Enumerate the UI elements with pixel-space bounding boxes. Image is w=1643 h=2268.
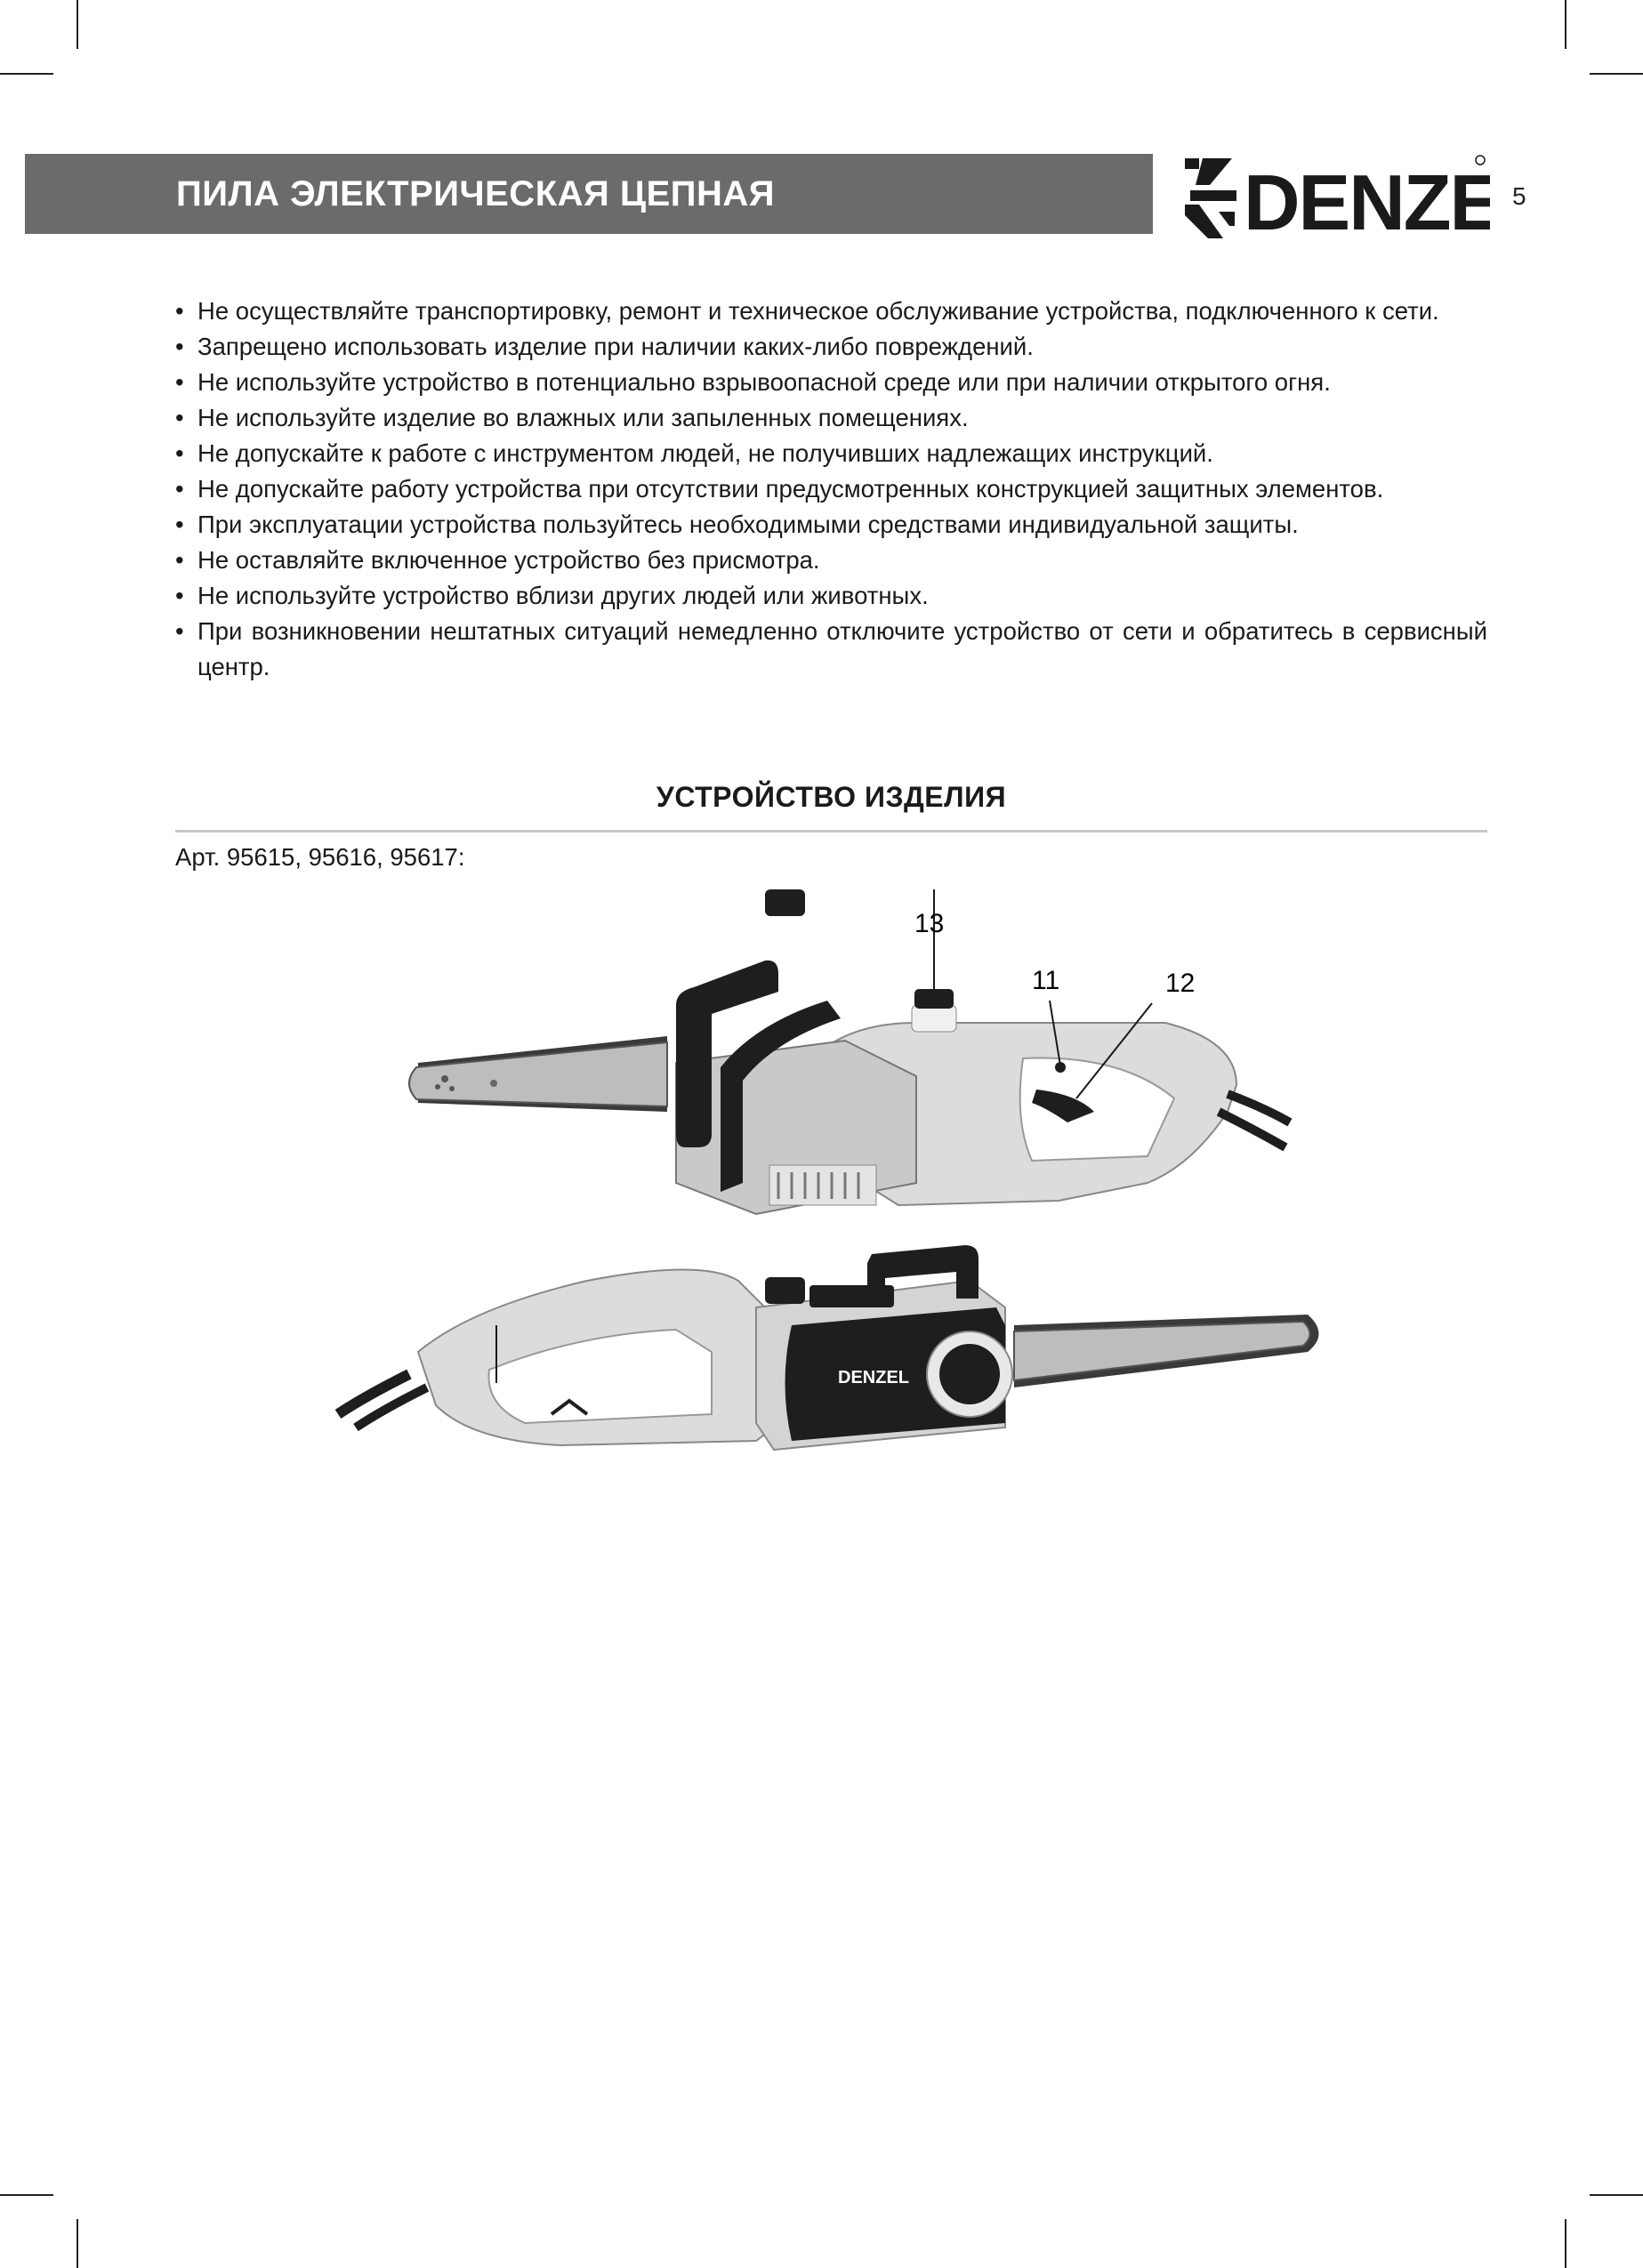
callout-11: 11 xyxy=(1032,966,1060,995)
list-item: • Не допускайте работу устройства при отсутствии предусмотренных конструкцией защитных элементов. xyxy=(175,471,1487,507)
header-bar xyxy=(25,154,1153,234)
list-item: • Не допускайте к работе с инструментом людей, не получивших надлежащих инструкций. xyxy=(175,436,1487,471)
section-divider xyxy=(175,830,1487,832)
list-item: • Не оставляйте включенное устройство без присмотра. xyxy=(175,543,1487,578)
brand-text: DENZE xyxy=(1244,158,1490,246)
callout-12: 12 xyxy=(1165,969,1196,998)
article-numbers: Арт. 95615, 95616, 95617: xyxy=(175,843,465,871)
list-item: • При возникновении нештатных ситуаций немедленно отключите устройство от сети и обратитесь в сервисный центр. xyxy=(175,614,1487,685)
chainsaw-figure xyxy=(294,889,1379,1672)
denzel-logo xyxy=(1183,149,1490,247)
list-item: • Не осуществляйте транспортировку, ремонт и техническое обслуживание устройства, подключенного к сети. xyxy=(175,294,1487,329)
list-item: • Не используйте устройство вблизи других людей или животных. xyxy=(175,578,1487,614)
list-item: • Не используйте изделие во влажных или запыленных помещениях. xyxy=(175,400,1487,436)
crop-mark xyxy=(0,73,53,75)
callout-13: 13 xyxy=(914,909,945,938)
list-item: • При эксплуатации устройства пользуйтесь необходимыми средствами индивидуальной защиты. xyxy=(175,507,1487,543)
crop-mark xyxy=(0,2194,53,2196)
body-brand-label: DENZEL xyxy=(838,1368,909,1387)
crop-mark xyxy=(1565,0,1566,49)
crop-mark xyxy=(1590,73,1643,75)
crop-mark xyxy=(77,0,78,49)
page-title: ПИЛА ЭЛЕКТРИЧЕСКАЯ ЦЕПНАЯ xyxy=(176,173,776,213)
page-number: 5 xyxy=(1512,182,1526,210)
crop-mark xyxy=(77,2219,78,2268)
safety-rules-list xyxy=(175,294,1487,685)
chainsaw-top xyxy=(409,889,1290,1214)
list-item: • Запрещено использовать изделие при наличии каких-либо повреждений. xyxy=(175,329,1487,365)
crop-mark xyxy=(1590,2194,1643,2196)
list-item: • Не используйте устройство в потенциально взрывоопасной среде или при наличии открытого огня. xyxy=(175,365,1487,400)
section-title: УСТРОЙСТВО ИЗДЕЛИЯ xyxy=(656,781,1007,813)
crop-mark xyxy=(1565,2219,1566,2268)
